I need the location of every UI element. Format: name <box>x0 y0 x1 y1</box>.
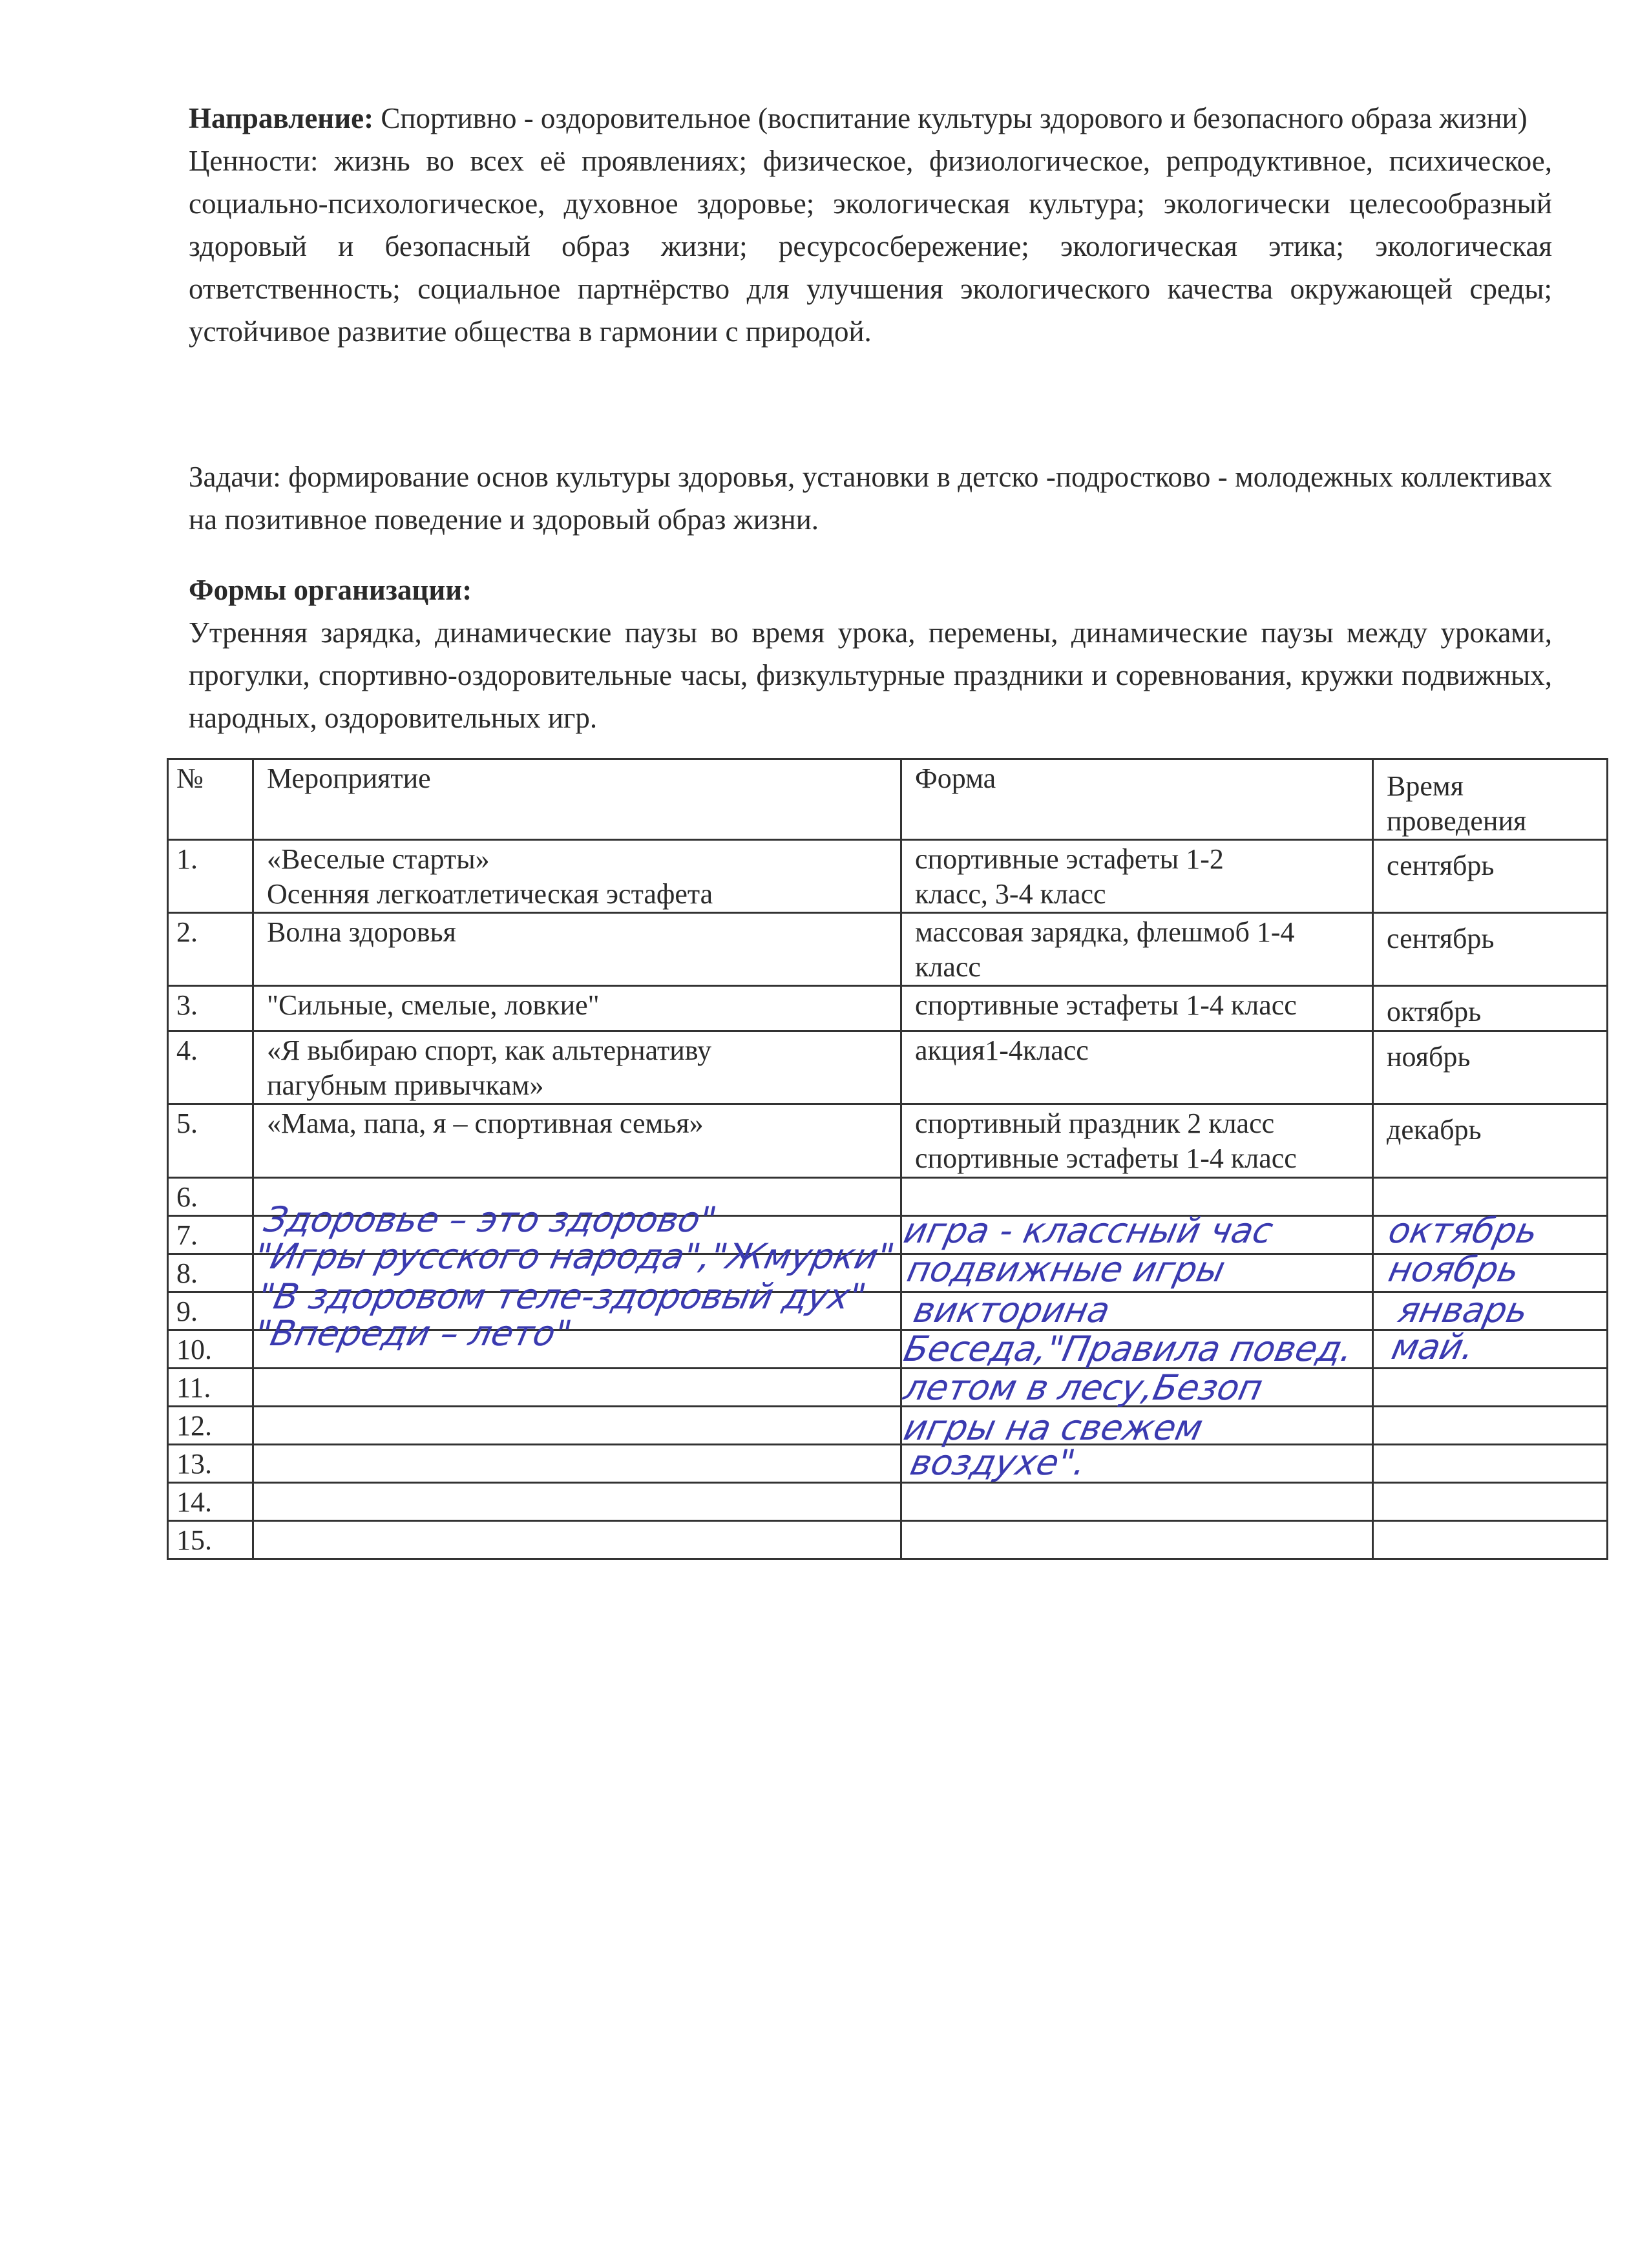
row-form-cell: массовая зарядка, флешмоб 1-4 класс <box>901 913 1373 986</box>
row-event-cell <box>253 1521 901 1559</box>
row-num-cell: 2. <box>168 913 253 986</box>
row-time-cell: сентябрь <box>1373 913 1608 986</box>
row-num-cell: 7. <box>168 1216 253 1254</box>
table-row <box>168 1445 1608 1483</box>
forms-section <box>189 569 1552 739</box>
table-row <box>168 840 1608 913</box>
intro-section <box>189 97 1552 353</box>
table-row <box>168 1483 1608 1521</box>
row-num-cell: 13. <box>168 1445 253 1483</box>
row-num-cell: 8. <box>168 1254 253 1292</box>
row-num-cell: 10. <box>168 1330 253 1369</box>
handwritten-event-text: Здоровье – это здорово" <box>260 1199 720 1240</box>
direction-text: Спортивно - оздоровительное (воспитание культуры здорового и безопасного образа жизни) <box>373 102 1528 134</box>
forms-label: Формы организации: <box>189 574 472 606</box>
events-table <box>167 758 1608 1560</box>
header-time: Время проведения <box>1373 759 1608 840</box>
row-event-cell: «Я выбираю спорт, как альтернативу пагубным привычкам» <box>253 1031 901 1104</box>
row-event-cell: «Мама, папа, я – спортивная семья» <box>253 1104 901 1178</box>
events-table-body <box>168 759 1608 1559</box>
table-header-row <box>168 759 1608 840</box>
handwritten-event-text: "Игры русского народа","Жмурки" <box>251 1236 898 1277</box>
handwritten-form-text: игра - классный час <box>900 1210 1277 1251</box>
row-form-cell <box>901 1483 1373 1521</box>
direction-label: Направление: <box>189 102 374 134</box>
row-num-cell: 1. <box>168 840 253 913</box>
row-time-cell <box>1373 1521 1608 1559</box>
values-paragraph: Ценности: жизнь во всех её проявлениях; физическое, физиологическое, репродуктивное, психическое, социально-психологическое, духовное здоровье; экологическая культура; экологически целесообразный здоровый и безопасный образ жизни; ресурсосбережение; экологическая этика; экологическая ответственность; социальное партнёрство для улучшения экологического качества окружающей среды; устойчивое развитие общества в гармонии с природой. <box>189 145 1552 348</box>
row-num-cell: 9. <box>168 1292 253 1330</box>
row-form-cell: спортивные эстафеты 1-2 класс, 3-4 класс <box>901 840 1373 913</box>
handwritten-time-text: ноябрь <box>1385 1249 1523 1290</box>
row-time-cell: сентябрь <box>1373 840 1608 913</box>
row-event-cell: «Веселые старты» Осенняя легкоатлетическая эстафета <box>253 840 901 913</box>
row-event-cell: Волна здоровья <box>253 913 901 986</box>
row-form-cell <box>901 1521 1373 1559</box>
header-event: Мероприятие <box>253 759 901 840</box>
row-num-cell: 3. <box>168 986 253 1031</box>
table-row <box>168 986 1608 1031</box>
handwritten-event-text: "Впереди – лето" <box>251 1313 576 1354</box>
row-form-cell: акция1-4класс <box>901 1031 1373 1104</box>
direction-paragraph <box>189 97 1552 140</box>
header-num: № <box>168 759 253 840</box>
row-event-cell <box>253 1445 901 1483</box>
tasks-paragraph: Задачи: формирование основ культуры здоровья, установки в детско -подростково - молодежных коллективах на позитивное поведение и здоровый образ жизни. <box>189 461 1552 536</box>
row-time-cell <box>1373 1369 1608 1407</box>
table-row <box>168 1407 1608 1445</box>
table-row <box>168 1104 1608 1178</box>
row-time-cell <box>1373 1445 1608 1483</box>
handwritten-time-text: январь <box>1394 1290 1532 1330</box>
row-event-cell <box>253 1483 901 1521</box>
header-form: Форма <box>901 759 1373 840</box>
table-row <box>168 1031 1608 1104</box>
handwritten-time-text: октябрь <box>1385 1210 1542 1251</box>
handwritten-time-text: май. <box>1388 1327 1478 1367</box>
row-time-cell <box>1373 1407 1608 1445</box>
table-row <box>168 1369 1608 1407</box>
row-num-cell: 14. <box>168 1483 253 1521</box>
row-time-cell: ноябрь <box>1373 1031 1608 1104</box>
tasks-section <box>189 456 1552 541</box>
handwritten-form-text: Беседа,"Правила повед. <box>900 1328 1357 1369</box>
row-num-cell: 11. <box>168 1369 253 1407</box>
row-form-cell: спортивный праздник 2 класс спортивные эстафеты 1-4 класс <box>901 1104 1373 1178</box>
row-num-cell: 15. <box>168 1521 253 1559</box>
row-num-cell: 6. <box>168 1178 253 1216</box>
table-row <box>168 1521 1608 1559</box>
row-event-cell: "Сильные, смелые, ловкие" <box>253 986 901 1031</box>
row-num-cell: 5. <box>168 1104 253 1178</box>
row-time-cell: октябрь <box>1373 986 1608 1031</box>
row-time-cell <box>1373 1483 1608 1521</box>
row-time-cell: декабрь <box>1373 1104 1608 1178</box>
row-num-cell: 4. <box>168 1031 253 1104</box>
row-num-cell: 12. <box>168 1407 253 1445</box>
handwritten-event-text: "В здоровом теле-здоровый дух" <box>254 1276 870 1317</box>
handwritten-form-text: подвижные игры <box>903 1249 1229 1290</box>
row-form-cell: спортивные эстафеты 1-4 класс <box>901 986 1373 1031</box>
handwritten-form-text: воздухе". <box>907 1442 1090 1483</box>
handwritten-form-text: викторина <box>910 1290 1114 1330</box>
row-event-cell <box>253 1407 901 1445</box>
row-event-cell <box>253 1369 901 1407</box>
forms-paragraph: Утренняя зарядка, динамические паузы во время урока, перемены, динамические паузы между уроками, прогулки, спортивно-оздоровительные часы, физкультурные праздники и соревнования, кружки подвижных, народных, оздоровительных игр. <box>189 616 1552 734</box>
handwritten-form-text: игры на свежем <box>900 1407 1207 1448</box>
table-row <box>168 913 1608 986</box>
handwritten-form-text: летом в лесу,Безоп <box>900 1367 1266 1408</box>
